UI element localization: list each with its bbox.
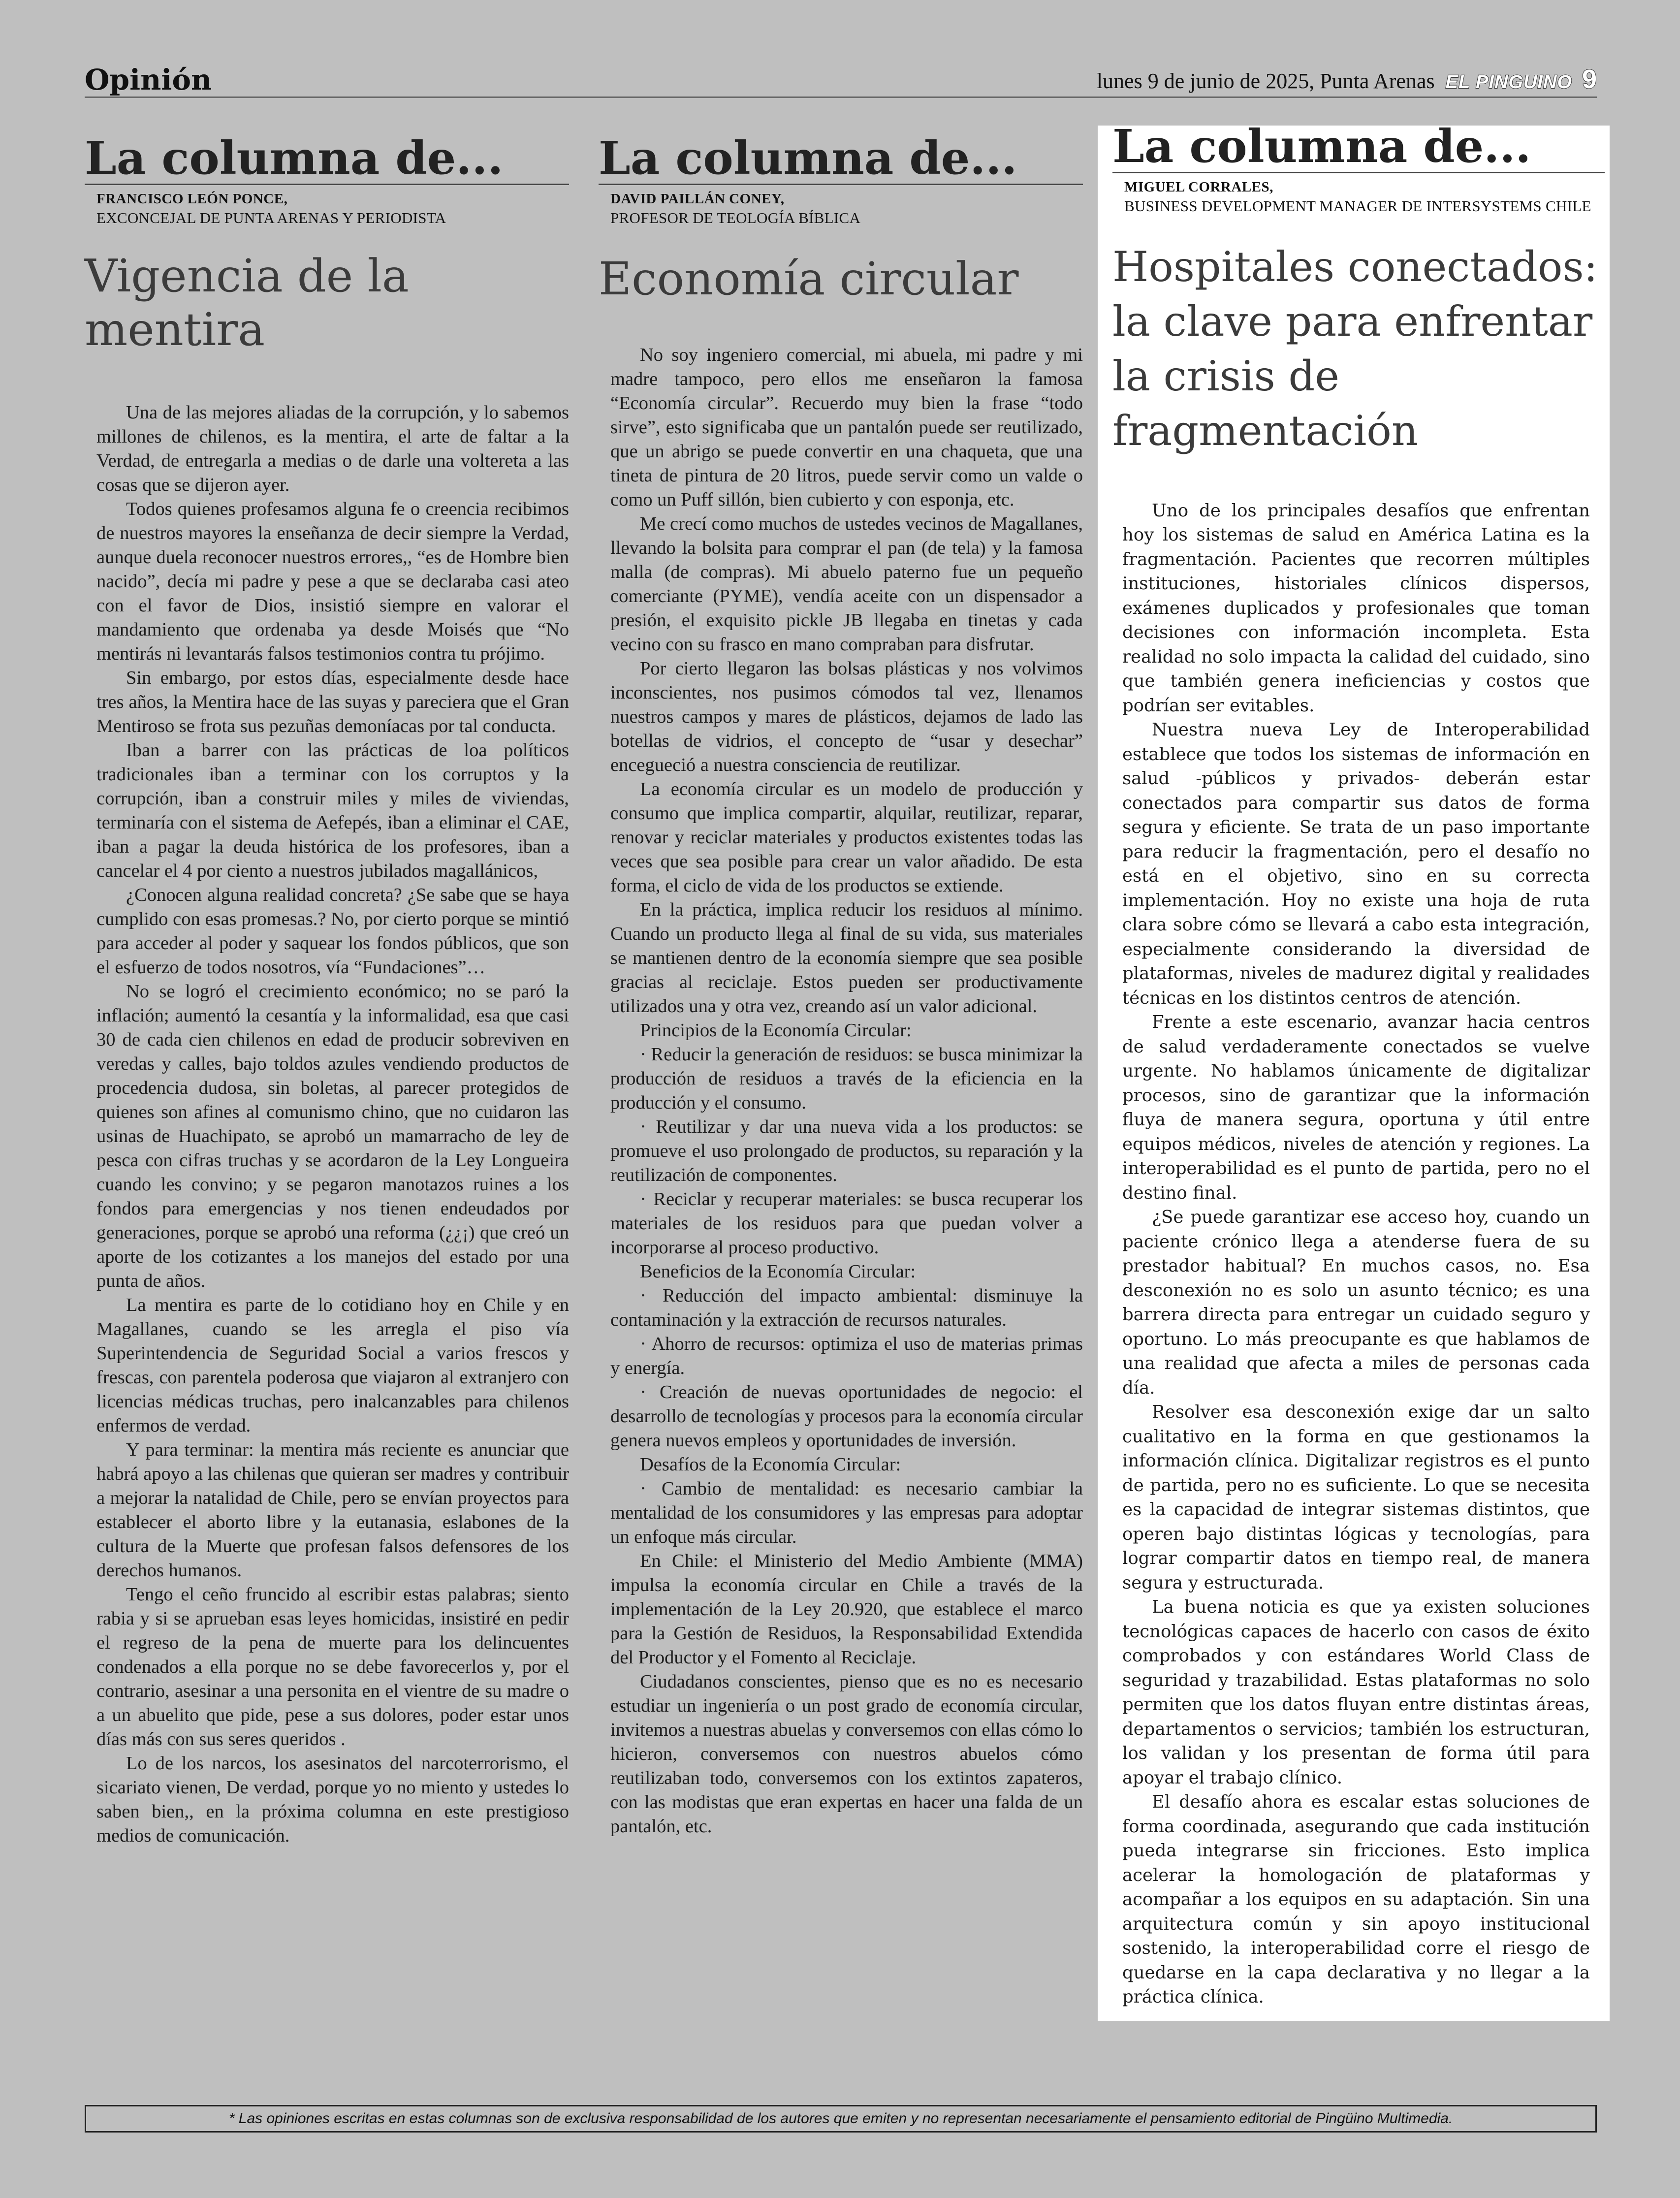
column-kicker: La columna de... — [1112, 120, 1531, 173]
paragraph: · Reducir la generación de residuos: se busca minimizar la producción de residuos a través de la eficiencia en la producción y el consumo. — [610, 1044, 1083, 1113]
article-headline: Hospitales conectados: la clave para enfrentar la crisis de fragmentación — [1112, 243, 1598, 455]
byline — [85, 184, 569, 227]
column-kicker: La columna de... — [85, 131, 504, 185]
byline — [1112, 172, 1605, 215]
paragraph: · Cambio de mentalidad: es necesario cambiar la mentalidad de los consumidores y las empresas para adoptar un enfoque más circular. — [610, 1478, 1083, 1547]
paragraph: La mentira es parte de lo cotidiano hoy en Chile y en Magallanes, cuando se les arregla el piso vía Superintendencia de Seguridad Social a varios frescos y frescas, con parentela poderosa que viajaron al extranjero con licencias médicas truchas, pero inalcanzables para chilenos enfermos de verdad. — [96, 1295, 569, 1436]
paragraph: La buena noticia es que ya existen soluciones tecnológicas capaces de hacerlo con casos de éxito comprobados y con estándares World Class de seguridad y trazabilidad. Estas plataformas no solo permiten que los datos fluyan entre distintas áreas, departamentos o servicios; también los estructuran, los validan y los presentan de forma útil para apoyar el trabajo clínico. — [1122, 1597, 1590, 1788]
paragraph: · Reutilizar y dar una nueva vida a los productos: se promueve el uso prolongado de productos, su reparación y la reutilización de componentes. — [610, 1116, 1083, 1185]
article-headline: Vigencia de la mentira — [85, 250, 409, 356]
paragraph: Uno de los principales desafíos que enfrentan hoy los sistemas de salud en América Latina es la fragmentación. Pacientes que recorren múltiples instituciones, historiales clínicos dispersos, exámenes duplicados y profesionales que toman decisiones con información incompleta. Esta realidad no solo impacta la calidad del cuidado, sino que también genera ineficiencias y costos que podrían ser evitables. — [1122, 500, 1590, 716]
paragraph: Por cierto llegaron las bolsas plásticas y nos volvimos inconscientes, nos pusimos cómodos tal vez, llenamos nuestros campos y mares de plásticos, dejamos de lado las botellas de vidrios, el concepto de “usar y desechar” encegueció a nuestra consciencia de reutilizar. — [610, 658, 1083, 775]
paragraph: ¿Conocen alguna realidad concreta? ¿Se sabe que se haya cumplido con esas promesas.? No, por cierto porque se mintió para acceder al poder y saquear los fondos públicos, que son el esfuerzo de todos nosotros, vía “Fundaciones”… — [96, 885, 569, 978]
author-name: FRANCISCO LEÓN PONCE, — [96, 191, 288, 207]
disclaimer-text: * Las opiniones escritas en estas columnas son de exclusiva responsabilidad de los autores que emiten y no representan necesariamente el pensamiento editorial de Pingüino Multimedia. — [228, 2110, 1453, 2127]
byline — [599, 184, 1083, 227]
paragraph: Nuestra nueva Ley de Interoperabilidad establece que todos los sistemas de información en salud -públicos y privados- deberán estar conectados para compartir sus datos de forma segura y eficiente. Se trata de un paso importante para reducir la fragmentación, pero el desafío no está en el objetivo, sino en su correcta implementación. Hoy no existe una hoja de ruta clara sobre cómo se llevará a cabo esta integración, especialmente considerando la diversidad de plataformas, niveles de madurez digital y realidades técnicas en los distintos centros de atención. — [1122, 720, 1590, 1008]
paragraph: Ciudadanos conscientes, pienso que es no es necesario estudiar un ingeniería o un post grado de economía circular, invitemos a nuestras abuelas y conversemos con ellas cómo lo hicieron, conversemos con nuestros abuelos cómo reutilizaban todo, conversemos con los extintos zapateros, con las modistas que eran expertas en hacer una falda de un pantalón, etc. — [610, 1671, 1083, 1837]
article-body — [599, 343, 1083, 1839]
page-header — [85, 63, 1597, 98]
paragraph: · Creación de nuevas oportunidades de negocio: el desarrollo de tecnologías y procesos para la economía circular genera nuevos empleos y oportunidades de inversión. — [610, 1381, 1083, 1451]
article-body — [85, 401, 569, 1848]
dateline: lunes 9 de junio de 2025, Punta Arenas — [1096, 69, 1435, 93]
header-right — [1097, 64, 1597, 95]
paragraph: El desafío ahora es escalar estas soluciones de forma coordinada, asegurando que cada institución pueda integrarse sin fricciones. Esto implica acelerar la homologación de plataformas y acompañar a los equipos en su adaptación. Sin una arquitectura común y sin apoyo institucional sostenido, la interoperabilidad corre el riesgo de quedarse en la capa declarativa y no llegar a la práctica clínica. — [1122, 1792, 1590, 2007]
paragraph: Frente a este escenario, avanzar hacia centros de salud verdaderamente conectados se vuelve urgente. No hablamos únicamente de digitalizar procesos, sino de garantizar que la información fluya de manera segura, oportuna y útil entre equipos médicos, niveles de atención y regiones. La interoperabilidad es el punto de partida, pero no el destino final. — [1122, 1012, 1590, 1203]
article-body — [1122, 499, 1590, 2009]
paragraph: Sin embargo, por estos días, especialmente desde hace tres años, la Mentira hace de las suyas y pareciera que el Gran Mentiroso se frota sus pezuñas demoníacas por tal conducta. — [96, 668, 569, 737]
author-name: DAVID PAILLÁN CONEY, — [610, 191, 785, 207]
paragraph: Desafíos de la Economía Circular: — [640, 1454, 901, 1475]
author-role: BUSINESS DEVELOPMENT MANAGER DE INTERSYSTEMS CHILE — [1124, 197, 1591, 215]
paragraph: Lo de los narcos, los asesinatos del narcoterrorismo, el sicariato vienen, De verdad, porque yo no miento y ustedes lo saben bien,, en la próxima columna en este prestigioso medios de comunicación. — [96, 1753, 569, 1847]
author-role: PROFESOR DE TEOLOGÍA BÍBLICA — [610, 209, 861, 226]
paragraph: La economía circular es un modelo de producción y consumo que implica compartir, alquilar, reutilizar, reparar, renovar y reciclar materiales y productos existentes todas las veces que sea posible para crear un valor añadido. De esta forma, el ciclo de vida de los productos se extiende. — [610, 778, 1083, 896]
paragraph: Una de las mejores aliadas de la corrupción, y lo sabemos millones de chilenos, es la mentira, el arte de faltar a la Verdad, de entregarla a medias o de darle una voltereta a las cosas que se dijeron ayer. — [96, 402, 569, 496]
paragraph: ¿Se puede garantizar ese acceso hoy, cuando un paciente crónico llega a atenderse fuera de su prestador habitual? En muchos casos, no. Esa desconexión no es solo un asunto técnico; es una barrera directa para entregar un cuidado seguro y oportuno. Lo más preocupante es que hablamos de una realidad que afecta a miles de personas cada día. — [1122, 1207, 1590, 1398]
paragraph: Resolver esa desconexión exige dar un salto cualitativo en la forma en que gestionamos la información clínica. Digitalizar registros es el punto de partida, pero no es suficiente. Lo que se necesita es la capacidad de integrar sistemas distintos, que operen bajo distintas lógicas y tecnologías, para lograr compartir datos en tiempo real, de manera segura y estructurada. — [1122, 1402, 1590, 1593]
paragraph: Tengo el ceño fruncido al escribir estas palabras; siento rabia y si se aprueban esas leyes homicidas, insistiré en pedir el regreso de la pena de muerte para los delincuentes condenados a ella porque no se debe favorecerlos y, por el contrario, asesinar a una personita en el vientre de su madre o a un abuelito que pide, pese a sus dolores, poder estar unos días más con sus seres queridos . — [96, 1584, 569, 1750]
author-name: MIGUEL CORRALES, — [1124, 179, 1273, 195]
paragraph: · Ahorro de recursos: optimiza el uso de materias primas y energía. — [610, 1333, 1083, 1378]
section-label: Opinión — [85, 63, 212, 96]
paragraph: En Chile: el Ministerio del Medio Ambiente (MMA) impulsa la economía circular en Chile a través de la implementación de la Ley 20.920, que establece el marco para la Gestión de Residuos, la Responsabilidad Extendida del Productor y el Fomento al Reciclaje. — [610, 1550, 1083, 1668]
paragraph: En la práctica, implica reducir los residuos al mínimo. Cuando un producto llega al final de su vida, sus materiales se mantienen dentro de la economía siempre que sea posible gracias al reciclaje. Estos pueden ser productivamente utilizados una y otra vez, creando así un valor adicional. — [610, 899, 1083, 1017]
paragraph: Todos quienes profesamos alguna fe o creencia recibimos de nuestros mayores la enseñanza de decir siempre la Verdad, aunque duela reconocer nuestros errores,, “es de Hombre bien nacido”, decía mi padre y pese a que se declaraba casi ateo con el favor de Dios, insistió siempre en valorar el mandamiento que ordenaba ya desde Moisés que “No mentirás ni levantarás falsos testimonios contra tu prójimo. — [96, 499, 569, 665]
paragraph: No soy ingeniero comercial, mi abuela, mi padre y mi madre tampoco, pero ellos me enseñaron la famosa “Economía circular”. Recuerdo muy bien la frase “todo sirve”, esto significaba que un pantalón puede ser reutilizado, que un abrigo se puede convertir en una chaqueta, que una tineta de pintura de 20 litros, puede servir como un valde o como un Puff sillón, bien cubierto y con esponja, etc. — [610, 344, 1083, 510]
paragraph: Iban a barrer con las prácticas de loa políticos tradicionales iban a terminar con los corruptos y la corrupción, iban a construir miles y miles de viviendas, terminaría con el sistema de Aefepés, iban a eliminar el CAE, iban a pagar la deuda histórica de los profesores, iban a cancelar el 4 por ciento a nuestros jubilados magallánicos, — [96, 740, 569, 882]
paragraph: Beneficios de la Economía Circular: — [640, 1261, 916, 1282]
disclaimer-box — [85, 2105, 1597, 2133]
paragraph: Principios de la Economía Circular: — [640, 1019, 912, 1041]
paragraph: Me crecí como muchos de ustedes vecinos de Magallanes, llevando la bolsita para comprar el pan (de tela) y la famosa malla (de compras). Mi abuelo paterno fue un pequeño comerciante (PYME), vendía aceite con un dispensador a presión, el exquisito pickle JB llegaba en tinetas y cada vecino con su frasco en mano compraban para disfrutar. — [610, 513, 1083, 655]
column-kicker: La columna de... — [599, 131, 1017, 185]
paragraph: · Reducción del impacto ambiental: disminuye la contaminación y la extracción de recursos naturales. — [610, 1285, 1083, 1330]
newspaper-logo: EL PINGUINO — [1445, 72, 1572, 93]
paragraph: Y para terminar: la mentira más reciente es anunciar que habrá apoyo a las chilenas que quieran ser madres y contribuir a mejorar la natalidad de Chile, pero se envían proyectos para establecer el aborto libre y la eutanasia, eslabones de la cultura de la Muerte que profesan falsos defensores de los derechos humanos. — [96, 1439, 569, 1581]
column-2 — [599, 126, 1083, 1839]
paragraph: No se logró el crecimiento económico; no se paró la inflación; aumentó la cesantía y la informalidad, esa que casi 30 de cada cien chilenos en edad de producir sobreviven en veredas y calles, bajo toldos azules vendiendo productos de procedencia dudosa, sin boletas, al parecer protegidos de quienes son afines al comunismo chino, que no cuidaron las usinas de Huachipato, se aprobó un mamarracho de ley de pesca con cifras truchas y se acordaron de la Ley Longueira cuando les convino; y se pegaron manotazos ruines a los fondos para emergencias y nos tienen endeudados por generaciones, porque se aprobó una reforma (¿¿¡) que creó un aporte de los cotizantes a los manejos del estado por una punta de años. — [96, 981, 569, 1292]
author-role: EXCONCEJAL DE PUNTA ARENAS Y PERIODISTA — [96, 209, 446, 226]
column-1 — [85, 126, 569, 1848]
column-3 — [1098, 120, 1610, 2021]
article-headline: Economía circular — [599, 253, 1019, 305]
page-number: 9 — [1582, 64, 1597, 94]
paragraph: · Reciclar y recuperar materiales: se busca recuperar los materiales de los residuos para que puedan volver a incorporarse al proceso productivo. — [610, 1188, 1083, 1258]
